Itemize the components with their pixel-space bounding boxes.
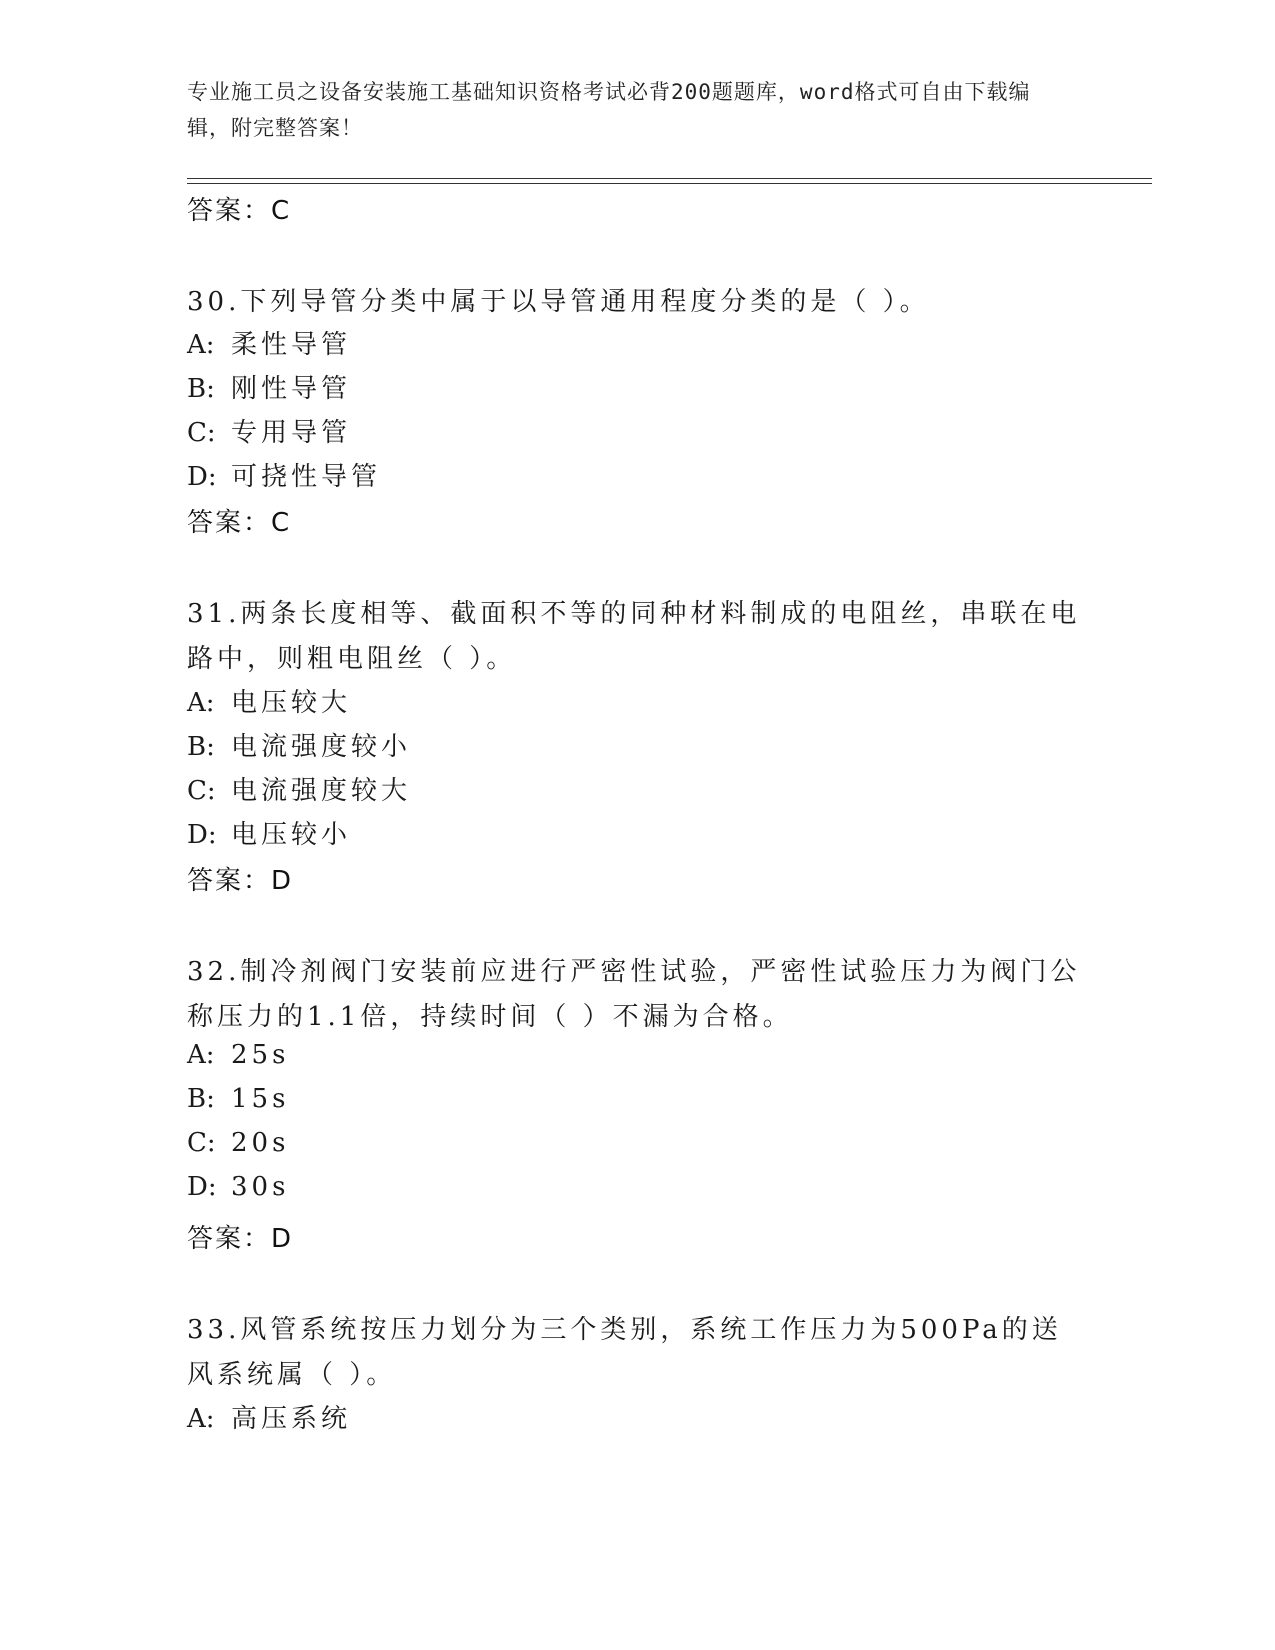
option-letter: D: [187, 462, 217, 492]
answer-value: D [271, 1224, 294, 1254]
option-letter: C: [187, 1128, 216, 1158]
option-letter: C: [187, 418, 216, 448]
option-text: 电流强度较大 [231, 776, 412, 806]
option-30-a [187, 324, 351, 361]
option-letter: A: [187, 1404, 215, 1434]
option-31-a [187, 682, 351, 719]
option-text: 电压较小 [231, 820, 352, 850]
option-letter: A: [187, 330, 215, 360]
option-text: 25s [231, 1040, 290, 1070]
answer-32 [187, 1218, 293, 1255]
answer-prefix: 答案： [187, 1224, 272, 1254]
document-header: 专业施工员之设备安装施工基础知识资格考试必背200题题库，word格式可自由下载编辑，附完整答案！ [187, 80, 1031, 140]
answer-prefix: 答案： [187, 866, 272, 896]
answer-value: C [271, 196, 292, 226]
answer-31 [187, 860, 293, 897]
option-31-d [187, 814, 351, 851]
option-31-b [187, 726, 411, 763]
answer-prefix: 答案： [187, 508, 272, 538]
header-rule-top [187, 178, 1152, 179]
question-32: 32.制冷剂阀门安装前应进行严密性试验，严密性试验压力为阀门公称压力的1.1倍，持续时间（ ）不漏为合格。 [187, 957, 1081, 1032]
option-letter: B: [187, 1084, 215, 1114]
option-letter: A: [187, 688, 215, 718]
option-text: 电压较大 [231, 688, 352, 718]
option-32-b [187, 1084, 289, 1114]
option-31-c [187, 770, 411, 807]
option-30-b [187, 368, 351, 405]
option-letter: B: [187, 374, 215, 404]
option-text: 电流强度较小 [231, 732, 412, 762]
option-text: 专用导管 [231, 418, 352, 448]
question-31: 31.两条长度相等、截面积不等的同种材料制成的电阻丝，串联在电路中，则粗电阻丝（ ）。 [187, 599, 1081, 674]
option-letter: D: [187, 820, 217, 850]
option-32-c [187, 1128, 289, 1158]
option-letter: B: [187, 732, 215, 762]
option-letter: C: [187, 776, 216, 806]
question-33: 33.风管系统按压力划分为三个类别，系统工作压力为500Pa的送风系统属（ ）。 [187, 1315, 1062, 1390]
option-text: 刚性导管 [231, 374, 352, 404]
answer-prefix: 答案： [187, 196, 272, 226]
question-30: 30.下列导管分类中属于以导管通用程度分类的是（ ）。 [187, 287, 930, 317]
option-30-c [187, 412, 351, 449]
answer-29 [187, 190, 291, 227]
answer-30 [187, 502, 291, 539]
option-letter: A: [187, 1040, 215, 1070]
option-text: 30s [231, 1172, 290, 1202]
option-30-d [187, 456, 381, 493]
option-text: 高压系统 [231, 1404, 352, 1434]
option-text: 20s [231, 1128, 290, 1158]
answer-value: D [271, 866, 294, 896]
header-rule-bottom [187, 183, 1152, 184]
option-32-a [187, 1040, 289, 1070]
option-33-a [187, 1398, 351, 1435]
answer-value: C [271, 508, 292, 538]
option-text: 柔性导管 [231, 330, 352, 360]
option-letter: D: [187, 1172, 217, 1202]
option-32-d [187, 1172, 289, 1202]
option-text: 15s [231, 1084, 290, 1114]
option-text: 可挠性导管 [231, 462, 382, 492]
